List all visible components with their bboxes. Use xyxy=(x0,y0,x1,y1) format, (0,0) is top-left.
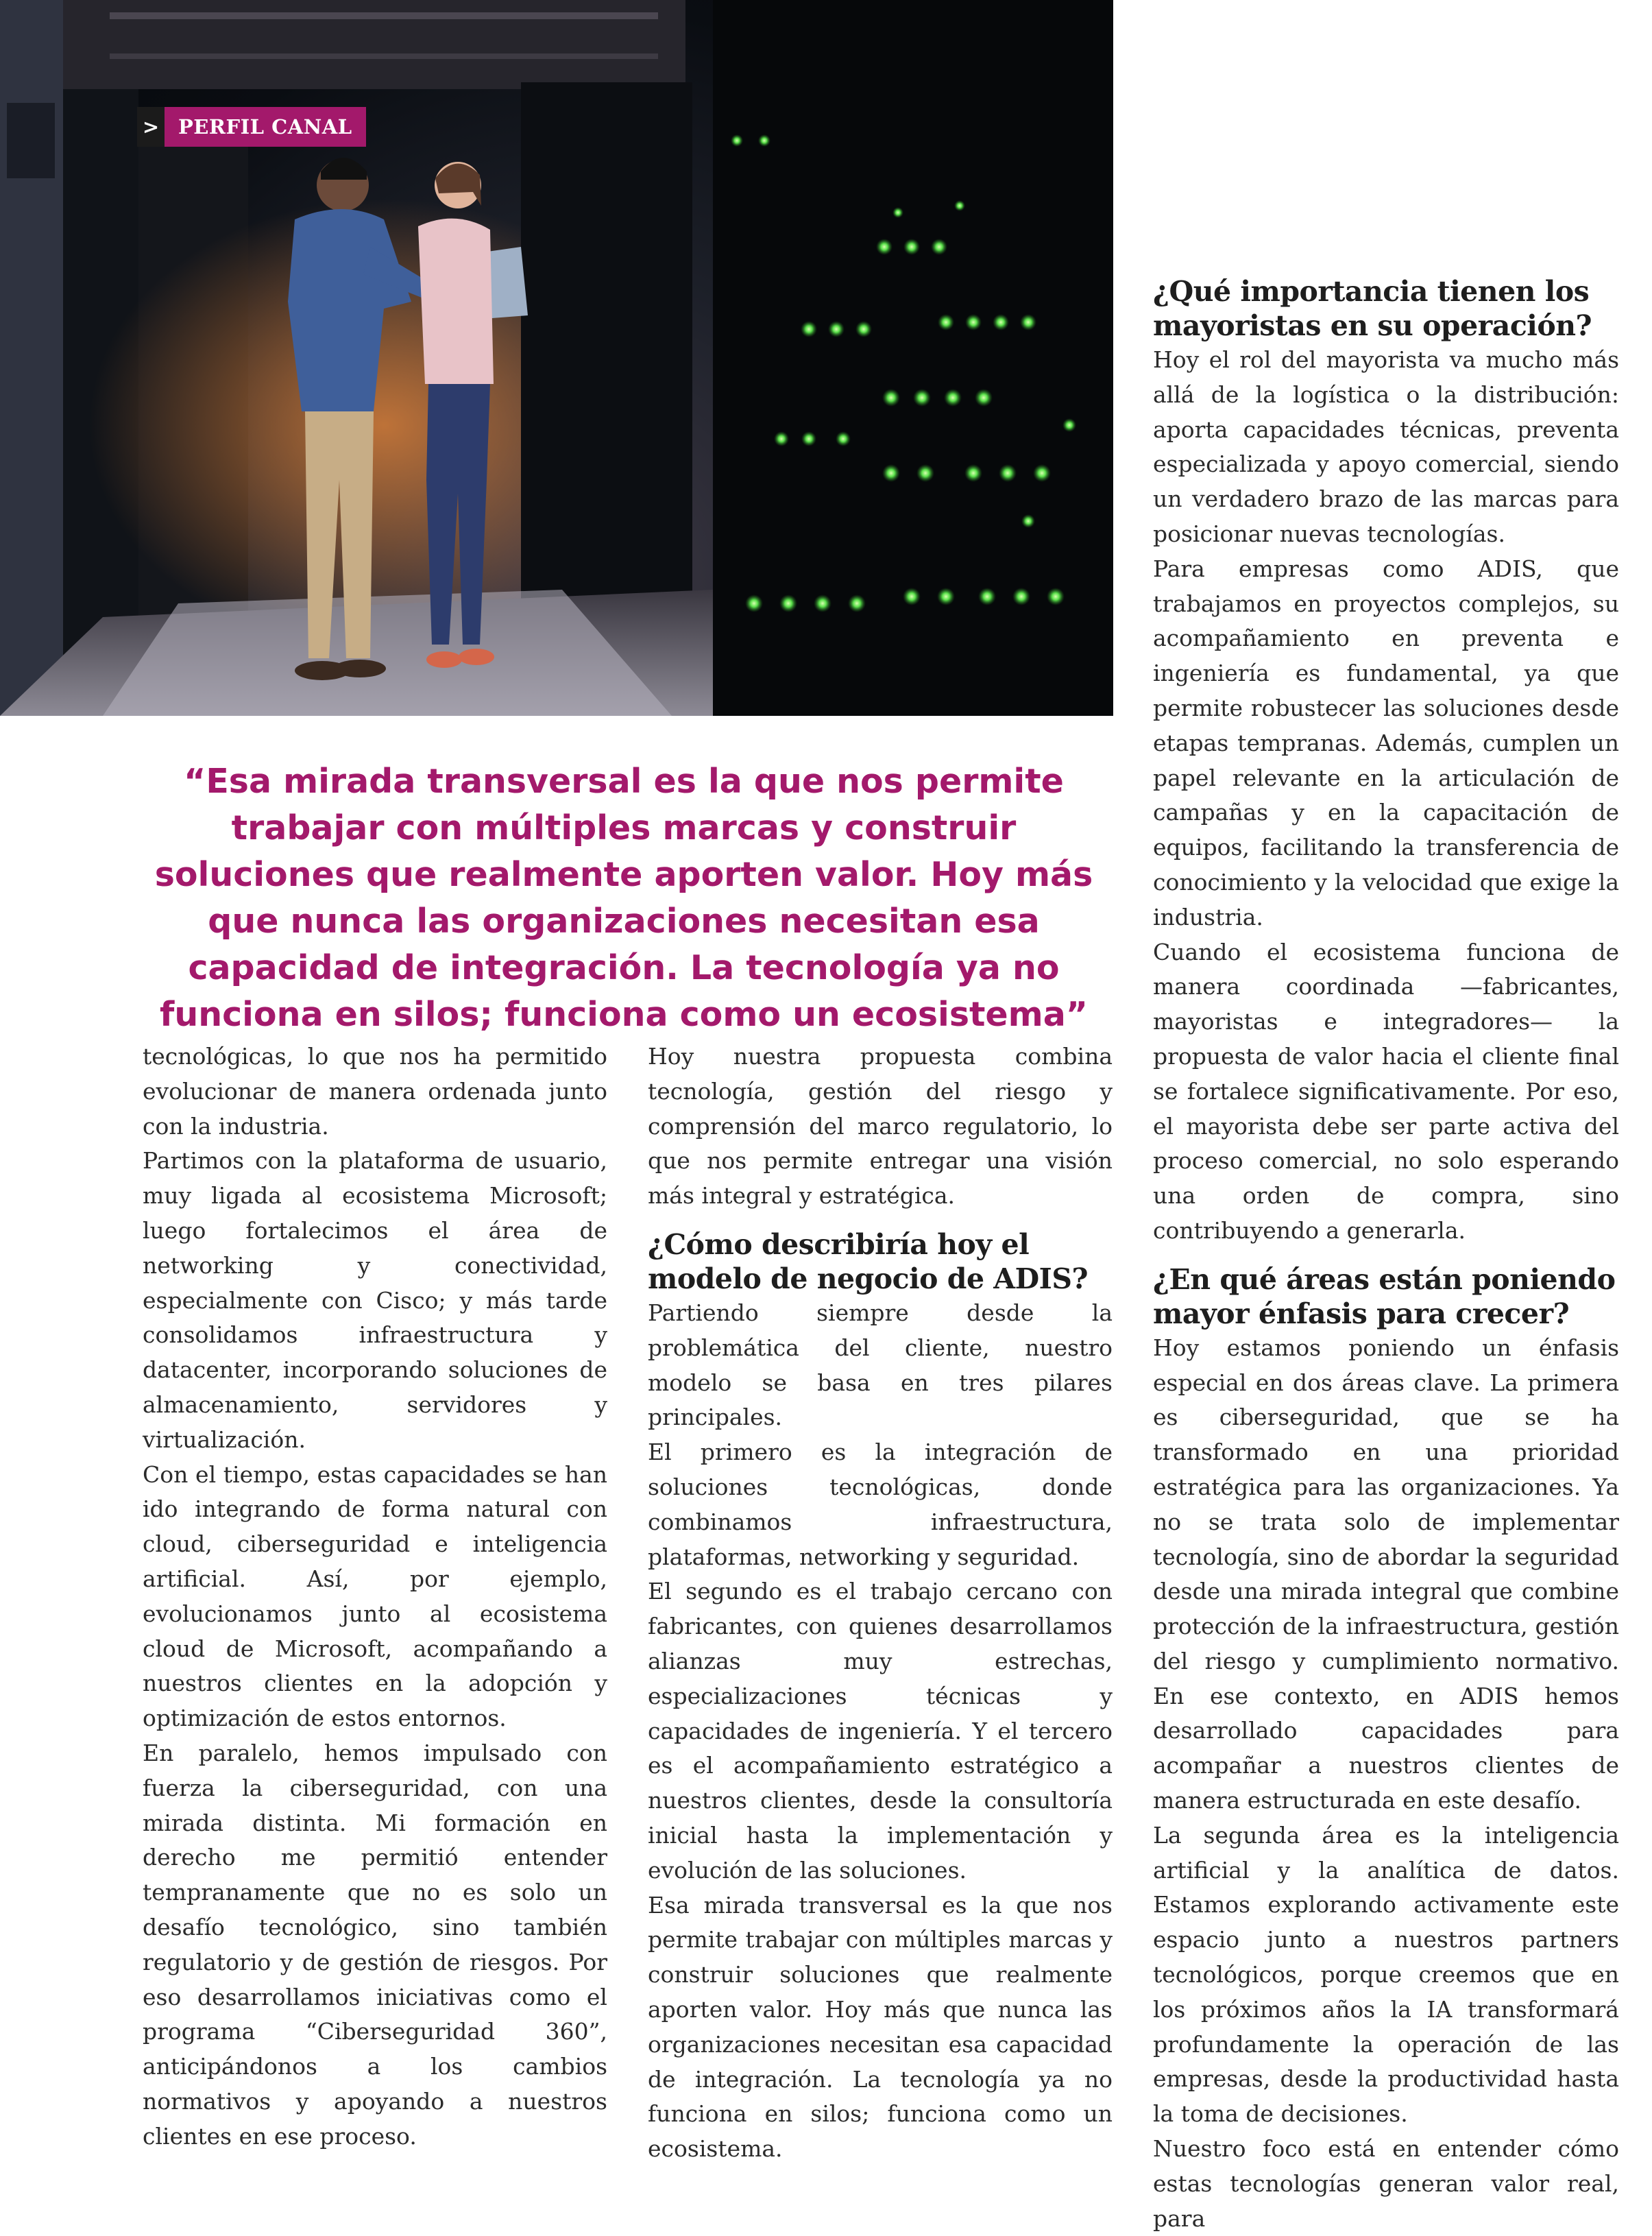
paragraph: El primero es la integración de soluciones tecnológicas, donde combinamos infraestructura, plataformas, networking y seguridad. xyxy=(648,1439,1113,1570)
paragraph: Con el tiempo, estas capacidades se han ido integrando de forma natural con cloud, ciberseguridad e inteligencia artificial. Así, por ejemplo, evolucionamos junto al ecosistema cloud de Microsoft, acompañando a nuestros clientes en la adopción y optimización de estos entornos. xyxy=(143,1460,607,1732)
server-wall xyxy=(713,0,1113,716)
paragraph: tecnológicas, lo que nos ha permitido evolucionar de manera ordenada junto con la industria. xyxy=(143,1043,607,1140)
paragraph: Para empresas como ADIS, que trabajamos en proyectos complejos, su acompañamiento en preventa e ingeniería es fundamental, ya que permite robustecer las soluciones desde etapas tempranas. Además, cumplen un papel relevante en la articulación de campañas y en la capacitación de equipos, facilitando la transferencia de conocimiento y la velocidad que exige la industria. xyxy=(1153,555,1619,930)
column-2 xyxy=(648,1039,1113,2167)
paragraph: Hoy nuestra propuesta combina tecnología, gestión del riesgo y comprensión del marco regulatorio, lo que nos permite entregar una visión más integral y estratégica. xyxy=(648,1043,1113,1210)
section-tag-label: PERFIL CANAL xyxy=(165,107,366,147)
paragraph: Cuando el ecosistema funciona de manera coordinada —fabricantes, mayoristas e integradores— la propuesta de valor hacia el cliente final se fortalece significativamente. Por eso, el mayorista debe ser parte activa del proceso comercial, no solo esperando una orden de compra, sino contribuyendo a generarla. xyxy=(1153,938,1619,1244)
paragraph: Nuestro foco está en entender cómo estas tecnologías generan valor real, para xyxy=(1153,2135,1619,2232)
section-heading: ¿En qué áreas están poniendo mayor énfasis para crecer? xyxy=(1153,1262,1616,1330)
spacer xyxy=(648,1214,1113,1227)
rack-panel xyxy=(7,103,55,178)
section-heading: ¿Qué importancia tienen los mayoristas en su operación? xyxy=(1153,275,1592,342)
section-tag xyxy=(137,107,366,147)
paragraph: Hoy estamos poniendo un énfasis especial en dos áreas clave. La primera es ciberseguridad, que se ha transformado en una prioridad estratégica para las organizaciones. Ya no se trata solo de implementar tecnología, sino de abordar la seguridad desde una mirada integral que combine protección de la infraestructura, gestión del riesgo y cumplimiento normativo. En ese contexto, en ADIS hemos desarrollado capacidades para acompañar a nuestros clientes de manera estructurada en este desafío. xyxy=(1153,1334,1619,1814)
hero-photo xyxy=(0,0,1113,716)
paragraph: La segunda área es la inteligencia artificial y la analítica de datos. Estamos explorando activamente este espacio junto a nuestros partners tecnológicos, porque creemos que en los próximos años la IA transformará profundamente la operación de las empresas, desde la productividad hasta la toma de decisiones. xyxy=(1153,1821,1619,2128)
spacer xyxy=(1153,1249,1619,1262)
paragraph: Esa mirada transversal es la que nos permite trabajar con múltiples marcas y construir soluciones que realmente aporten valor. Hoy más que nunca las organizaciones necesitan esa capacidad de integración. La tecnología ya no funciona en silos; funciona como un ecosistema. xyxy=(648,1891,1113,2163)
paragraph: Partimos con la plataforma de usuario, muy ligada al ecosistema Microsoft; luego fortalecimos el área de networking y conectividad, especialmente con Cisco; y más tarde consolidamos infraestructura y datacenter, incorporando soluciones de almacenamiento, servidores y virtualización. xyxy=(143,1147,607,1453)
ceiling-rail xyxy=(110,53,658,59)
tag-arrow-icon: > xyxy=(137,107,165,147)
ceiling-rail xyxy=(110,12,658,19)
paragraph: Hoy el rol del mayorista va mucho más allá de la logística o la distribución: aporta capacidades técnicas, preventa especializada y apoyo comercial, siendo un verdadero brazo de las marcas para posicionar nuevas tecnologías. xyxy=(1153,346,1619,547)
column-3 xyxy=(1153,274,1619,2236)
paragraph: El segundo es el trabajo cercano con fabricantes, con quienes desarrollamos alianzas muy estrechas, especializaciones técnicas y capacidades de ingeniería. Y el tercero es el acompañamiento estratégico a nuestros clientes, desde la consultoría inicial hasta la implementación y evolución de las soluciones. xyxy=(648,1578,1113,1884)
paragraph: Partiendo siempre desde la problemática del cliente, nuestro modelo se basa en tres pilares principales. xyxy=(648,1299,1113,1431)
paragraph: En paralelo, hemos impulsado con fuerza la ciberseguridad, con una mirada distinta. Mi formación en derecho me permitió entender tempranamente que no es solo un desafío tecnológico, sino también regulatorio y de gestión de riesgos. Por eso desarrollamos iniciativas como el programa “Ciberseguridad 360”, anticipándonos a los cambios normativos y apoyando a nuestros clientes en ese proceso. xyxy=(143,1739,607,2150)
column-1 xyxy=(143,1039,607,2154)
pull-quote: “Esa mirada transversal es la que nos permite trabajar con múltiples marcas y construir soluciones que realmente aporten valor. Hoy más que nunca las organizaciones necesitan esa capacidad de integración. La tecnología ya no funciona en silos; funciona como un ecosistema” xyxy=(154,762,1093,1034)
section-heading: ¿Cómo describiría hoy el modelo de negocio de ADIS? xyxy=(648,1227,1088,1295)
rack xyxy=(521,82,692,672)
